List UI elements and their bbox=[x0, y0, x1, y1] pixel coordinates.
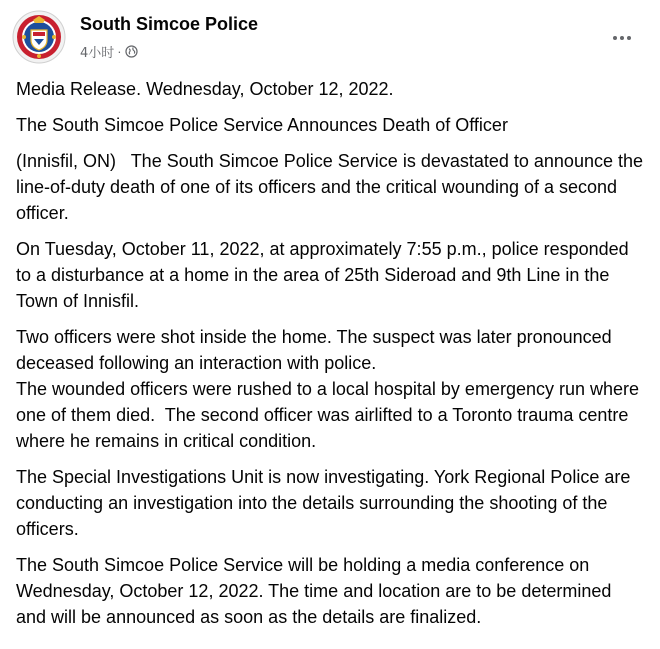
post-paragraph: The Special Investigations Unit is now investigating. York Regional Police are conducting an investigation into the details surrounding the shooting of the officers. bbox=[16, 467, 636, 539]
post-paragraph: The South Simcoe Police Service Announces Death of Officer bbox=[16, 115, 508, 135]
post-header bbox=[12, 10, 648, 66]
post-paragraph: The South Simcoe Police Service will be holding a media conference on Wednesday, October 12, 2022. The time and location are to be determined and will be announced as soon as the details are finalized. bbox=[16, 555, 617, 627]
post-paragraph: Two officers were shot inside the home. The suspect was later pronounced deceased following an interaction with police. bbox=[16, 327, 617, 373]
post-paragraph: The wounded officers were rushed to a local hospital by emergency run where one of them died. The second officer was airlifted to a Toronto trauma centre where he remains in critical condition. bbox=[16, 379, 645, 451]
post-paragraph: On Tuesday, October 11, 2022, at approximately 7:55 p.m., police responded to a disturbance at a home in the area of 25th Sideroad and 9th Line in the Town of Innisfil. bbox=[16, 239, 634, 311]
post-text bbox=[16, 76, 649, 640]
more-options-icon bbox=[613, 36, 631, 40]
page-name[interactable]: South Simcoe Police bbox=[80, 14, 259, 34]
post-meta bbox=[80, 42, 138, 61]
more-options-button[interactable] bbox=[604, 20, 640, 56]
globe-icon[interactable] bbox=[125, 45, 138, 58]
avatar[interactable] bbox=[12, 10, 66, 64]
post-paragraph: (Innisfil, ON) The South Simcoe Police Service is devastated to announce the line-of-duty death of one of its officers and the critical wounding of a second officer. bbox=[16, 151, 649, 223]
post-timestamp[interactable]: 4小时 bbox=[80, 46, 115, 61]
police-crest-logo bbox=[12, 10, 66, 64]
post-paragraph: Media Release. Wednesday, October 12, 2022. bbox=[16, 79, 394, 99]
meta-separator: · bbox=[117, 44, 122, 59]
